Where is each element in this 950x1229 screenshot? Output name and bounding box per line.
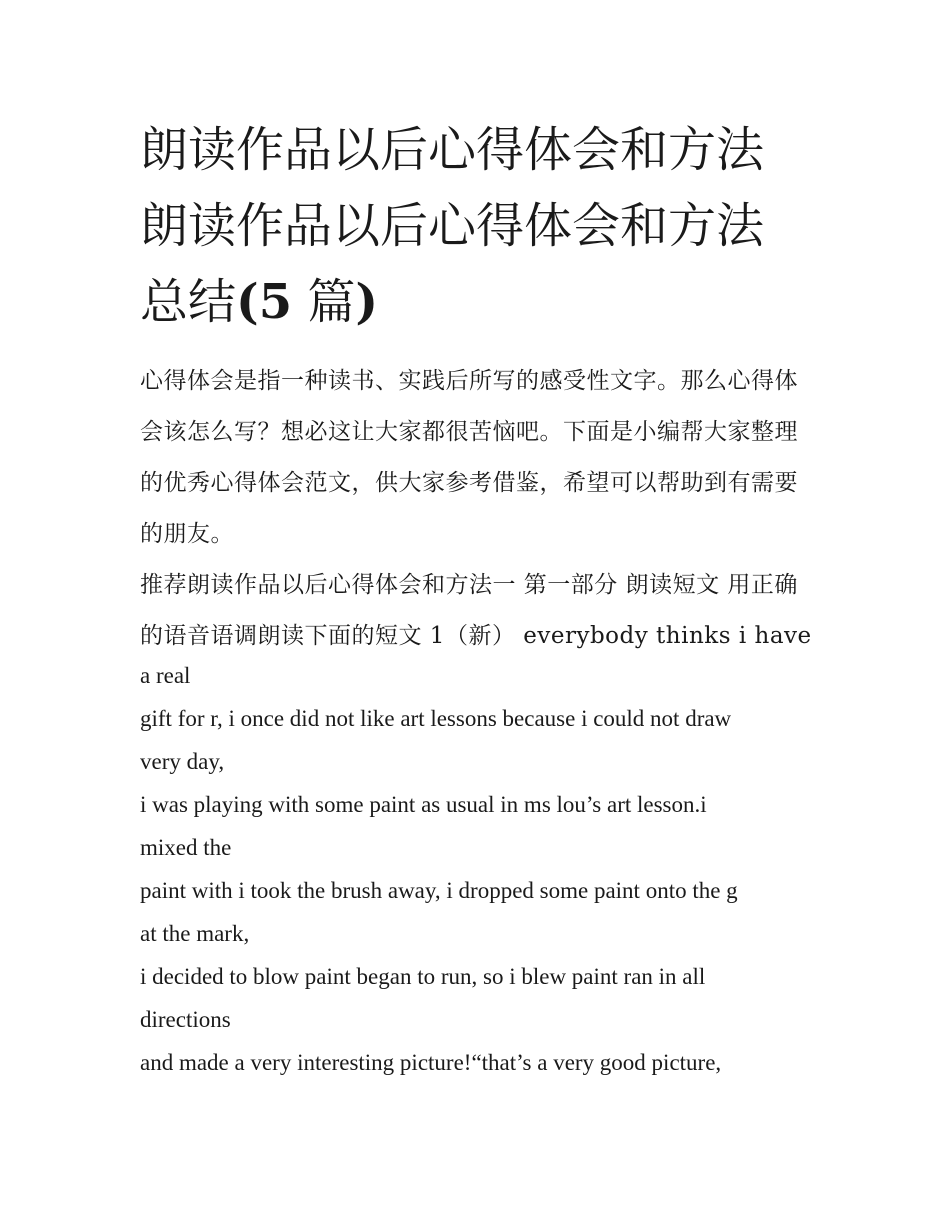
document-title	[140, 112, 812, 340]
intro-paragraph: 心得体会是指一种读书、实践后所写的感受性文字。那么心得体会该怎么写？想必这让大家都很苦恼吧。下面是小编帮大家整理的优秀心得体会范文，供大家参考借鉴，希望可以帮助到有需要的朋友。	[140, 368, 798, 547]
text-line: mixed the	[140, 835, 232, 860]
title-line-2: 朗读作品以后心得体会和方法	[140, 198, 765, 254]
text-line: very day,	[140, 749, 225, 774]
text-line: gift for r, i once did not like art lessons because i could not draw	[140, 706, 732, 731]
title-line-3-unit: 篇	[292, 274, 356, 330]
text-line: i decided to blow paint began to run, so i blew paint ran in all	[140, 964, 706, 989]
title-line-3-close: )	[355, 274, 379, 330]
text-line: paint with i took the brush away, i dropped some paint onto the g	[140, 878, 738, 903]
text-line: directions	[140, 1007, 231, 1032]
text-line: a real	[140, 663, 191, 688]
title-line-3-prefix: 总结	[140, 274, 237, 330]
recommend-paragraph: 推荐朗读作品以后心得体会和方法一 第一部分 朗读短文 用正确的语音语调朗读下面的短文 1（新） everybody thinks i have	[140, 572, 812, 649]
title-line-3	[140, 264, 812, 340]
text-line: i was playing with some paint as usual in ms lou’s art lesson.i	[140, 792, 707, 817]
text-line: and made a very interesting picture!“that’s a very good picture,	[140, 1050, 722, 1075]
title-line-1: 朗读作品以后心得体会和方法	[140, 122, 765, 178]
text-line: at the mark,	[140, 921, 250, 946]
title-line-3-count: (5	[236, 274, 293, 330]
document-page	[140, 112, 812, 1084]
